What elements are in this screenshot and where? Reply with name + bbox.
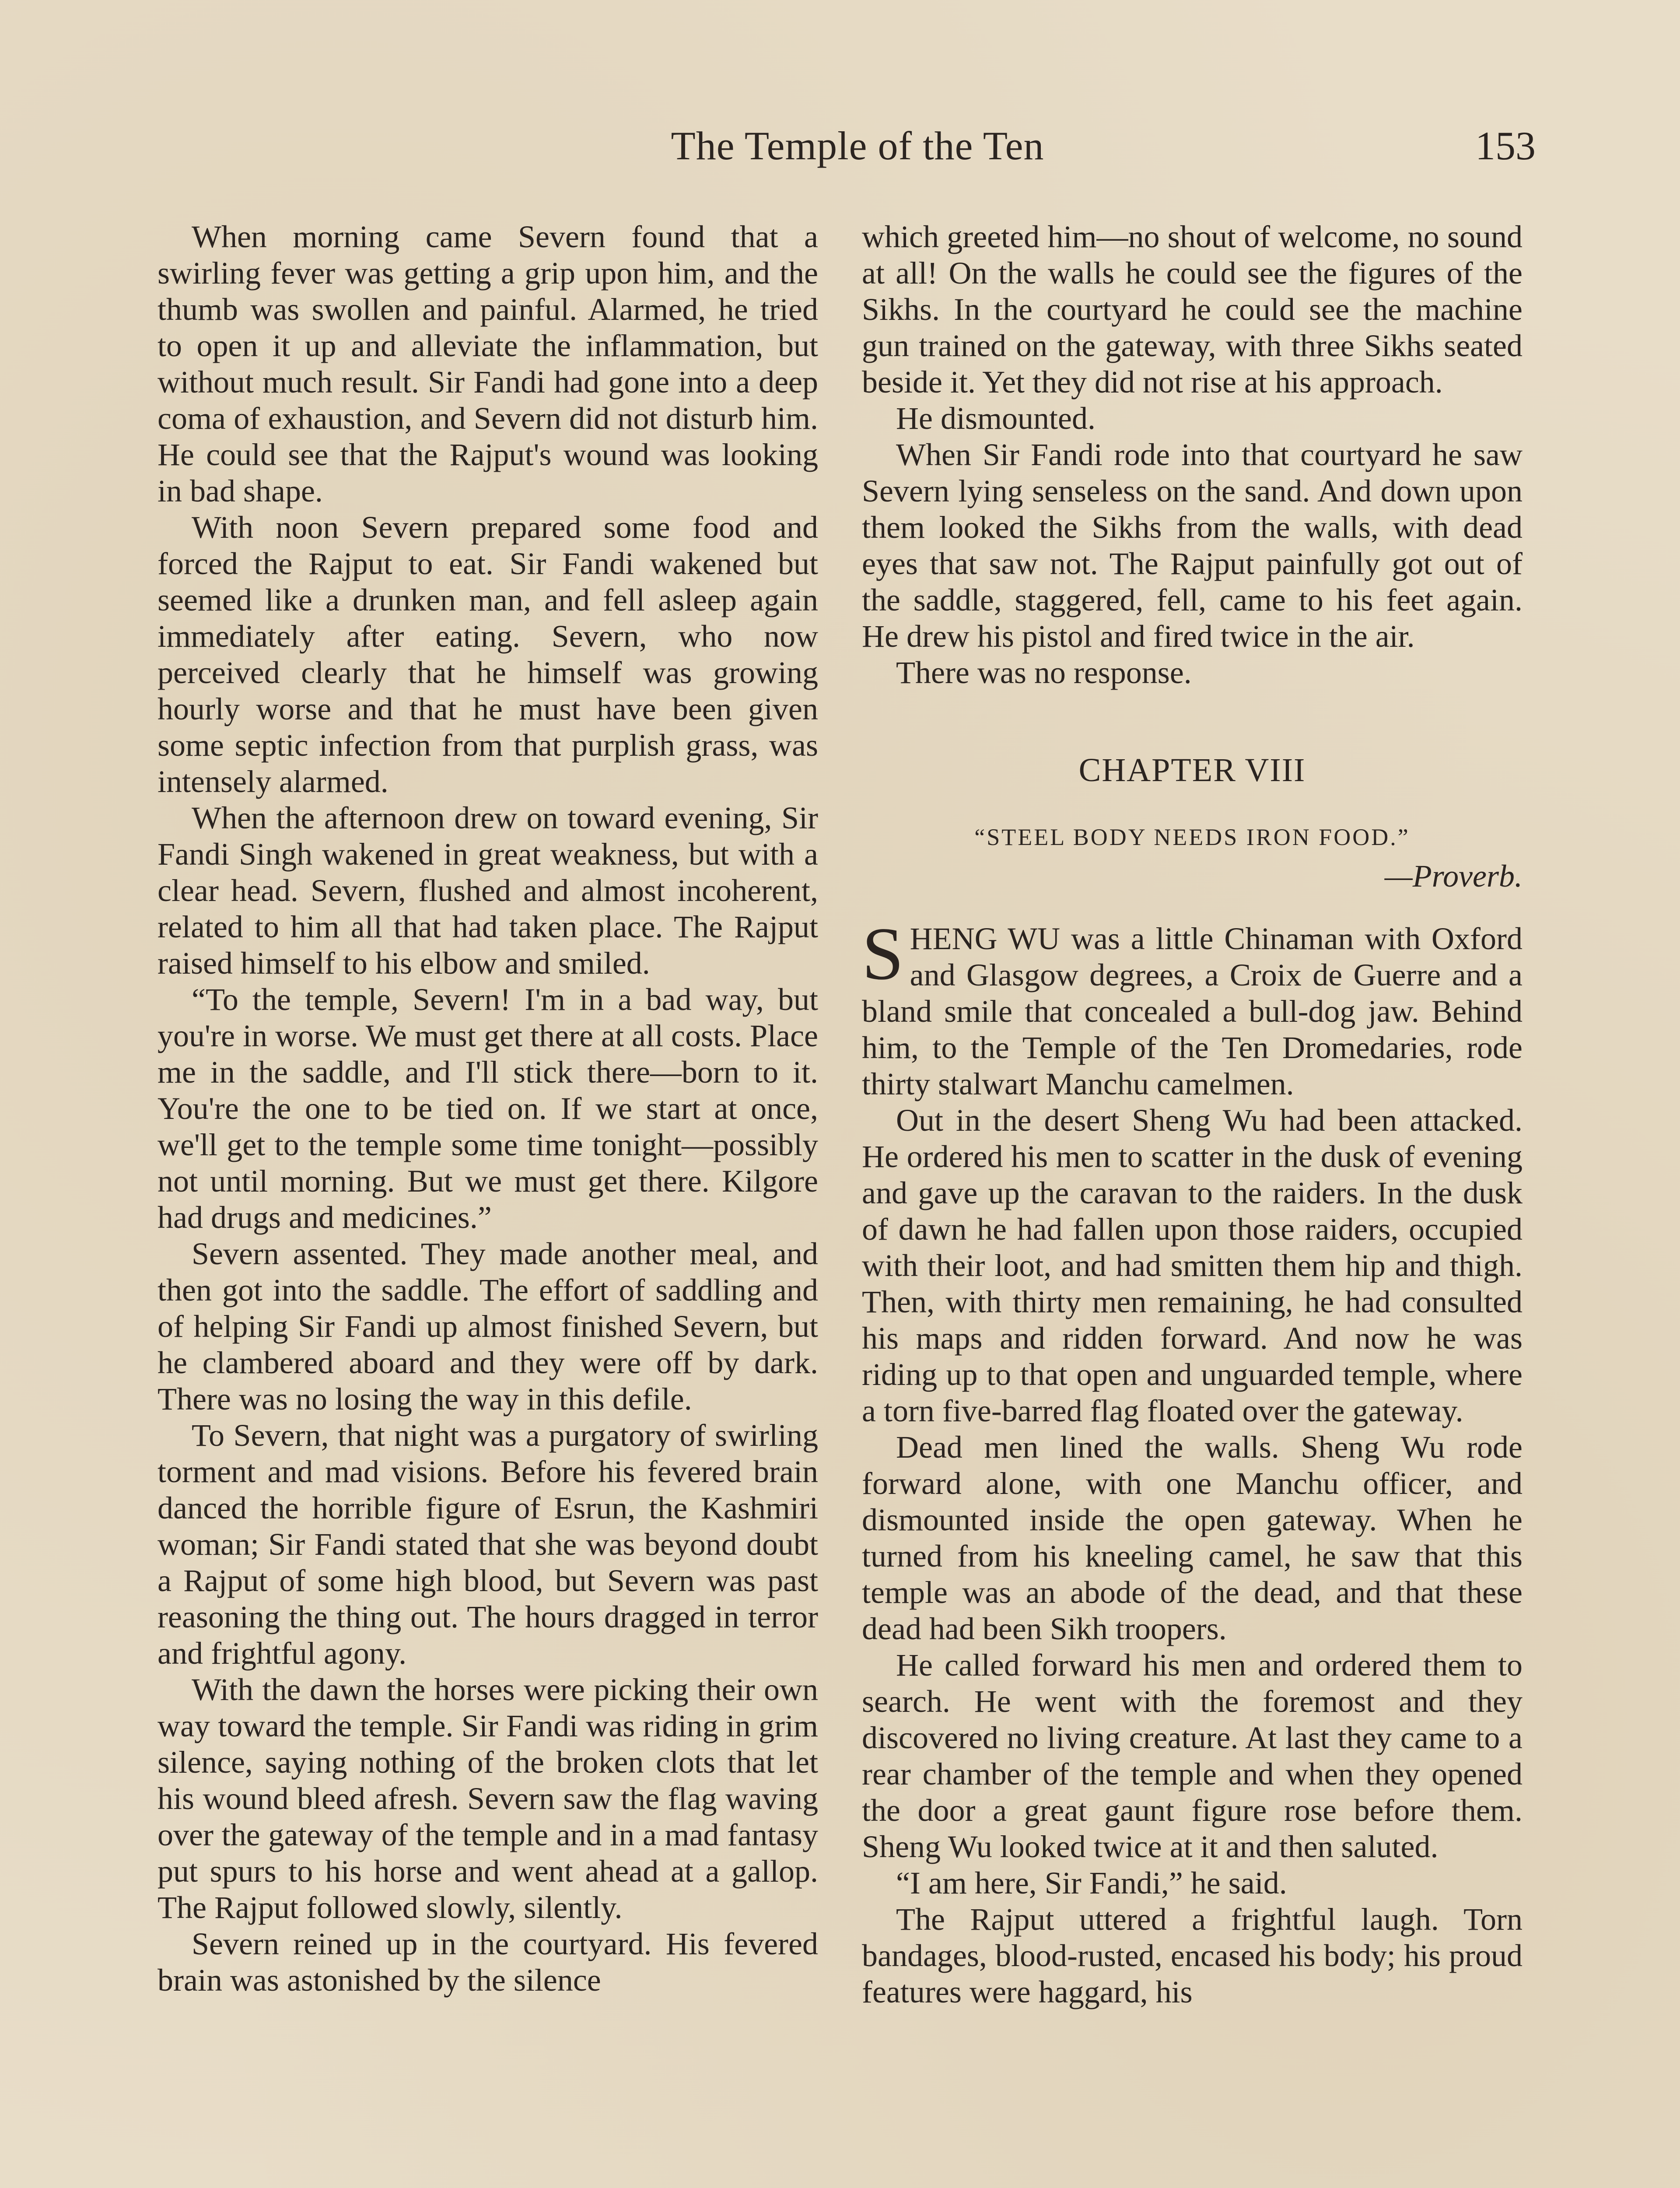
paragraph: “To the temple, Severn! I'm in a bad way, but you're in worse. We must get there at all costs. Place me in the saddle, and I'll stick there—born to it. You're the one to be tied on. If we start at once, we'll get to the temple some time tonight—possibly not until morning. But we must get there. Kilgore had drugs and medicines.”: [158, 982, 818, 1235]
paragraph: When morning came Severn found that a swirling fever was getting a grip upon him, and the thumb was swollen and painful. Alarmed, he tried to open it up and alleviate the inflammation, but without much result. Sir Fandi had gone into a deep coma of exhaustion, and Severn did not disturb him. He could see that the Rajput's wound was looking in bad shape.: [158, 219, 818, 508]
right-column: [862, 219, 1522, 2188]
opening-text: HENG WU was a little Chinaman with Oxford and Glasgow degrees, a Croix de Guerre and a bland smile that concealed a bull-dog jaw. Behind him, to the Temple of the Ten Dromedaries, rode thirty stalwart Manchu camelmen.: [862, 921, 1522, 1101]
paragraph: When Sir Fandi rode into that courtyard he saw Severn lying senseless on the sand. And down upon them looked the Sikhs from the walls, with dead eyes that saw not. The Rajput painfully got out of the saddle, staggered, fell, came to his feet again. He drew his pistol and fired twice in the air.: [862, 437, 1522, 654]
chapter-epigraph: “STEEL BODY NEEDS IRON FOOD.”: [974, 824, 1410, 850]
paragraph: Dead men lined the walls. Sheng Wu rode forward alone, with one Manchu officer, and dismounted inside the open gateway. When he turned from his kneeling camel, he saw that this temple was an abode of the dead, and that these dead had been Sikh troopers.: [862, 1430, 1522, 1646]
paragraph: Severn reined up in the courtyard. His fevered brain was astonished by the silence: [158, 1926, 818, 1998]
left-column: [158, 219, 818, 2188]
running-head: The Temple of the Ten: [671, 123, 1044, 168]
paragraph: The Rajput uttered a frightful laugh. Torn bandages, blood-rusted, encased his body; his proud features were haggard, his: [862, 1902, 1522, 2009]
paragraph: With noon Severn prepared some food and forced the Rajput to eat. Sir Fandi wakened but seemed like a drunken man, and fell asleep again immediately after eating. Severn, who now perceived clearly that he himself was growing hourly worse and that he must have been given some septic infection from that purplish grass, was intensely alarmed.: [158, 510, 818, 799]
paragraph: “I am here, Sir Fandi,” he said.: [896, 1865, 1287, 1900]
paragraph: He called forward his men and ordered them to search. He went with the foremost and they discovered no living creature. At last they came to a rear chamber of the temple and when they opened the door a great gaunt figure rose before them. Sheng Wu looked twice at it and then saluted.: [862, 1648, 1522, 1864]
page-number: 153: [1475, 123, 1536, 168]
paragraph: When the afternoon drew on toward evening, Sir Fandi Singh wakened in great weakness, but with a clear head. Severn, flushed and almost incoherent, related to him all that had taken place. The Rajput raised himself to his elbow and smiled.: [158, 800, 818, 981]
paragraph-continuation: which greeted him—no shout of welcome, no sound at all! On the walls he could see the figures of the Sikhs. In the courtyard he could see the machine gun trained on the gateway, with three Sikhs seated beside it. Yet they did not rise at his approach.: [862, 219, 1522, 400]
paragraph: To Severn, that night was a purgatory of swirling torment and mad visions. Before his fevered brain danced the horrible figure of Esrun, the Kashmiri woman; Sir Fandi stated that she was beyond doubt a Rajput of some high blood, but Severn was past reasoning the thing out. The hours dragged in terror and frightful agony.: [158, 1418, 818, 1671]
chapter-heading: CHAPTER VIII: [1078, 752, 1306, 789]
epigraph-source: —Proverb.: [1384, 859, 1522, 894]
paragraph: With the dawn the horses were picking their own way toward the temple. Sir Fandi was riding in grim silence, saying nothing of the broken clots that let his wound bleed afresh. Severn saw the flag waving over the gateway of the temple and in a mad fantasy put spurs to his horse and went ahead at a gallop. The Rajput followed slowly, silently.: [158, 1672, 818, 1925]
paragraph: Out in the desert Sheng Wu had been attacked. He ordered his men to scatter in the dusk of evening and gave up the caravan to the raiders. In the dusk of dawn he had fallen upon those raiders, occupied with their loot, and had smitten them hip and thigh. Then, with thirty men remaining, he had consulted his maps and ridden forward. And now he was riding up to that open and unguarded temple, where a torn five-barred flag floated over the gateway.: [862, 1103, 1522, 1428]
drop-cap: S: [862, 912, 904, 996]
chapter-opening-paragraph: [862, 912, 1522, 1102]
paragraph: There was no response.: [896, 655, 1192, 690]
paragraph: Severn assented. They made another meal, and then got into the saddle. The effort of saddling and of helping Sir Fandi up almost finished Severn, but he clambered aboard and they were off by dark. There was no losing the way in this defile.: [158, 1236, 818, 1417]
paragraph: He dismounted.: [896, 401, 1096, 436]
